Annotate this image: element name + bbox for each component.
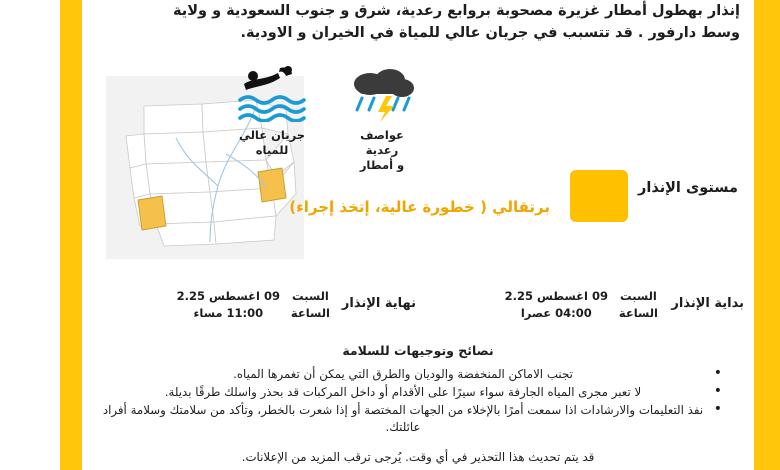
alert-end-day-key: السبت <box>292 289 329 303</box>
alert-end-keys <box>291 288 330 322</box>
alert-start-values <box>505 288 608 322</box>
flood-label <box>234 128 310 158</box>
alert-end-time: 11:00 مساء <box>193 306 264 320</box>
hazard-flood <box>234 62 310 173</box>
flood-swimmer-icon <box>234 62 310 124</box>
alert-start-date: 09 اغسطس 2.25 <box>504 289 608 303</box>
alert-time-row <box>90 288 746 336</box>
alert-start-day-key: السبت <box>620 289 657 303</box>
alert-start-keys <box>619 288 658 322</box>
alert-end-title: نهاية الإنذار <box>341 296 416 311</box>
headline-line-2: وسط دارفور . قد تتسبب في جريان عالي للمياة في الخيران و الاودية. <box>240 25 740 41</box>
alert-level-swatch <box>570 170 628 222</box>
alert-start-time-key: الساعة <box>618 306 658 320</box>
alert-end-block <box>96 288 416 332</box>
alert-level-row <box>266 170 746 228</box>
thunderstorm-label-line-1: عواصف رعدية <box>360 128 404 157</box>
alert-start-block <box>424 288 744 332</box>
thunderstorm-label-line-2: و أمطار <box>359 158 405 172</box>
left-margin <box>0 0 82 470</box>
alert-level-label: مستوى الإنذار <box>638 180 738 196</box>
list-item: • لا تعبر مجرى المياه الجارفة سواء سيرًا على الأقدام أو داخل المركبات قد بحذر واسلك طرقًا بديلة. <box>98 384 720 401</box>
safety-list <box>98 366 738 437</box>
alert-level-value: برتقالي ( خطورة عالية، إتخذ إجراء) <box>289 198 550 216</box>
flood-label-line-1: جريان عالي <box>238 128 306 142</box>
list-item: • نفذ التعليمات والارشادات اذا سمعت أمرًا بالإخلاء من الجهات المختصة أو إذا شعرت بالخطر، وتأكد من سلامتك وسلامة أفراد عائلتك. <box>98 402 720 436</box>
thunderstorm-rain-icon <box>344 62 420 124</box>
poster-content <box>82 0 754 470</box>
right-accent-bar <box>754 0 780 470</box>
headline-line-1: إنذار بهطول أمطار غزيرة مصحوبة بروابع رعدية، شرق و جنوب السعودية و ولاية <box>172 3 740 19</box>
alert-start-title: بداية الإنذار <box>671 296 744 311</box>
hazard-thunderstorm <box>344 62 420 173</box>
list-item: • تجنب الاماكن المنخفضة والوديان والطرق التي يمكن أن تغمرها المياه. <box>98 366 720 383</box>
footer-note: قد يتم تحديث هذا التحذير في أي وقت. يُرجى ترقب المزيد من الإعلانات. <box>241 450 595 464</box>
alert-start-time: 04:00 عصرا <box>520 306 592 320</box>
thunderstorm-label <box>344 128 420 173</box>
alert-end-date: 09 اغسطس 2.25 <box>176 289 280 303</box>
safety-title: نصائح وتوجيهات للسلامة <box>342 343 494 358</box>
alert-end-time-key: الساعة <box>290 306 330 320</box>
left-accent-bar <box>60 0 82 470</box>
flood-label-line-2: للمياه <box>255 143 289 157</box>
headline <box>96 0 740 44</box>
alert-end-values <box>177 288 280 322</box>
hazard-icons <box>234 62 434 173</box>
